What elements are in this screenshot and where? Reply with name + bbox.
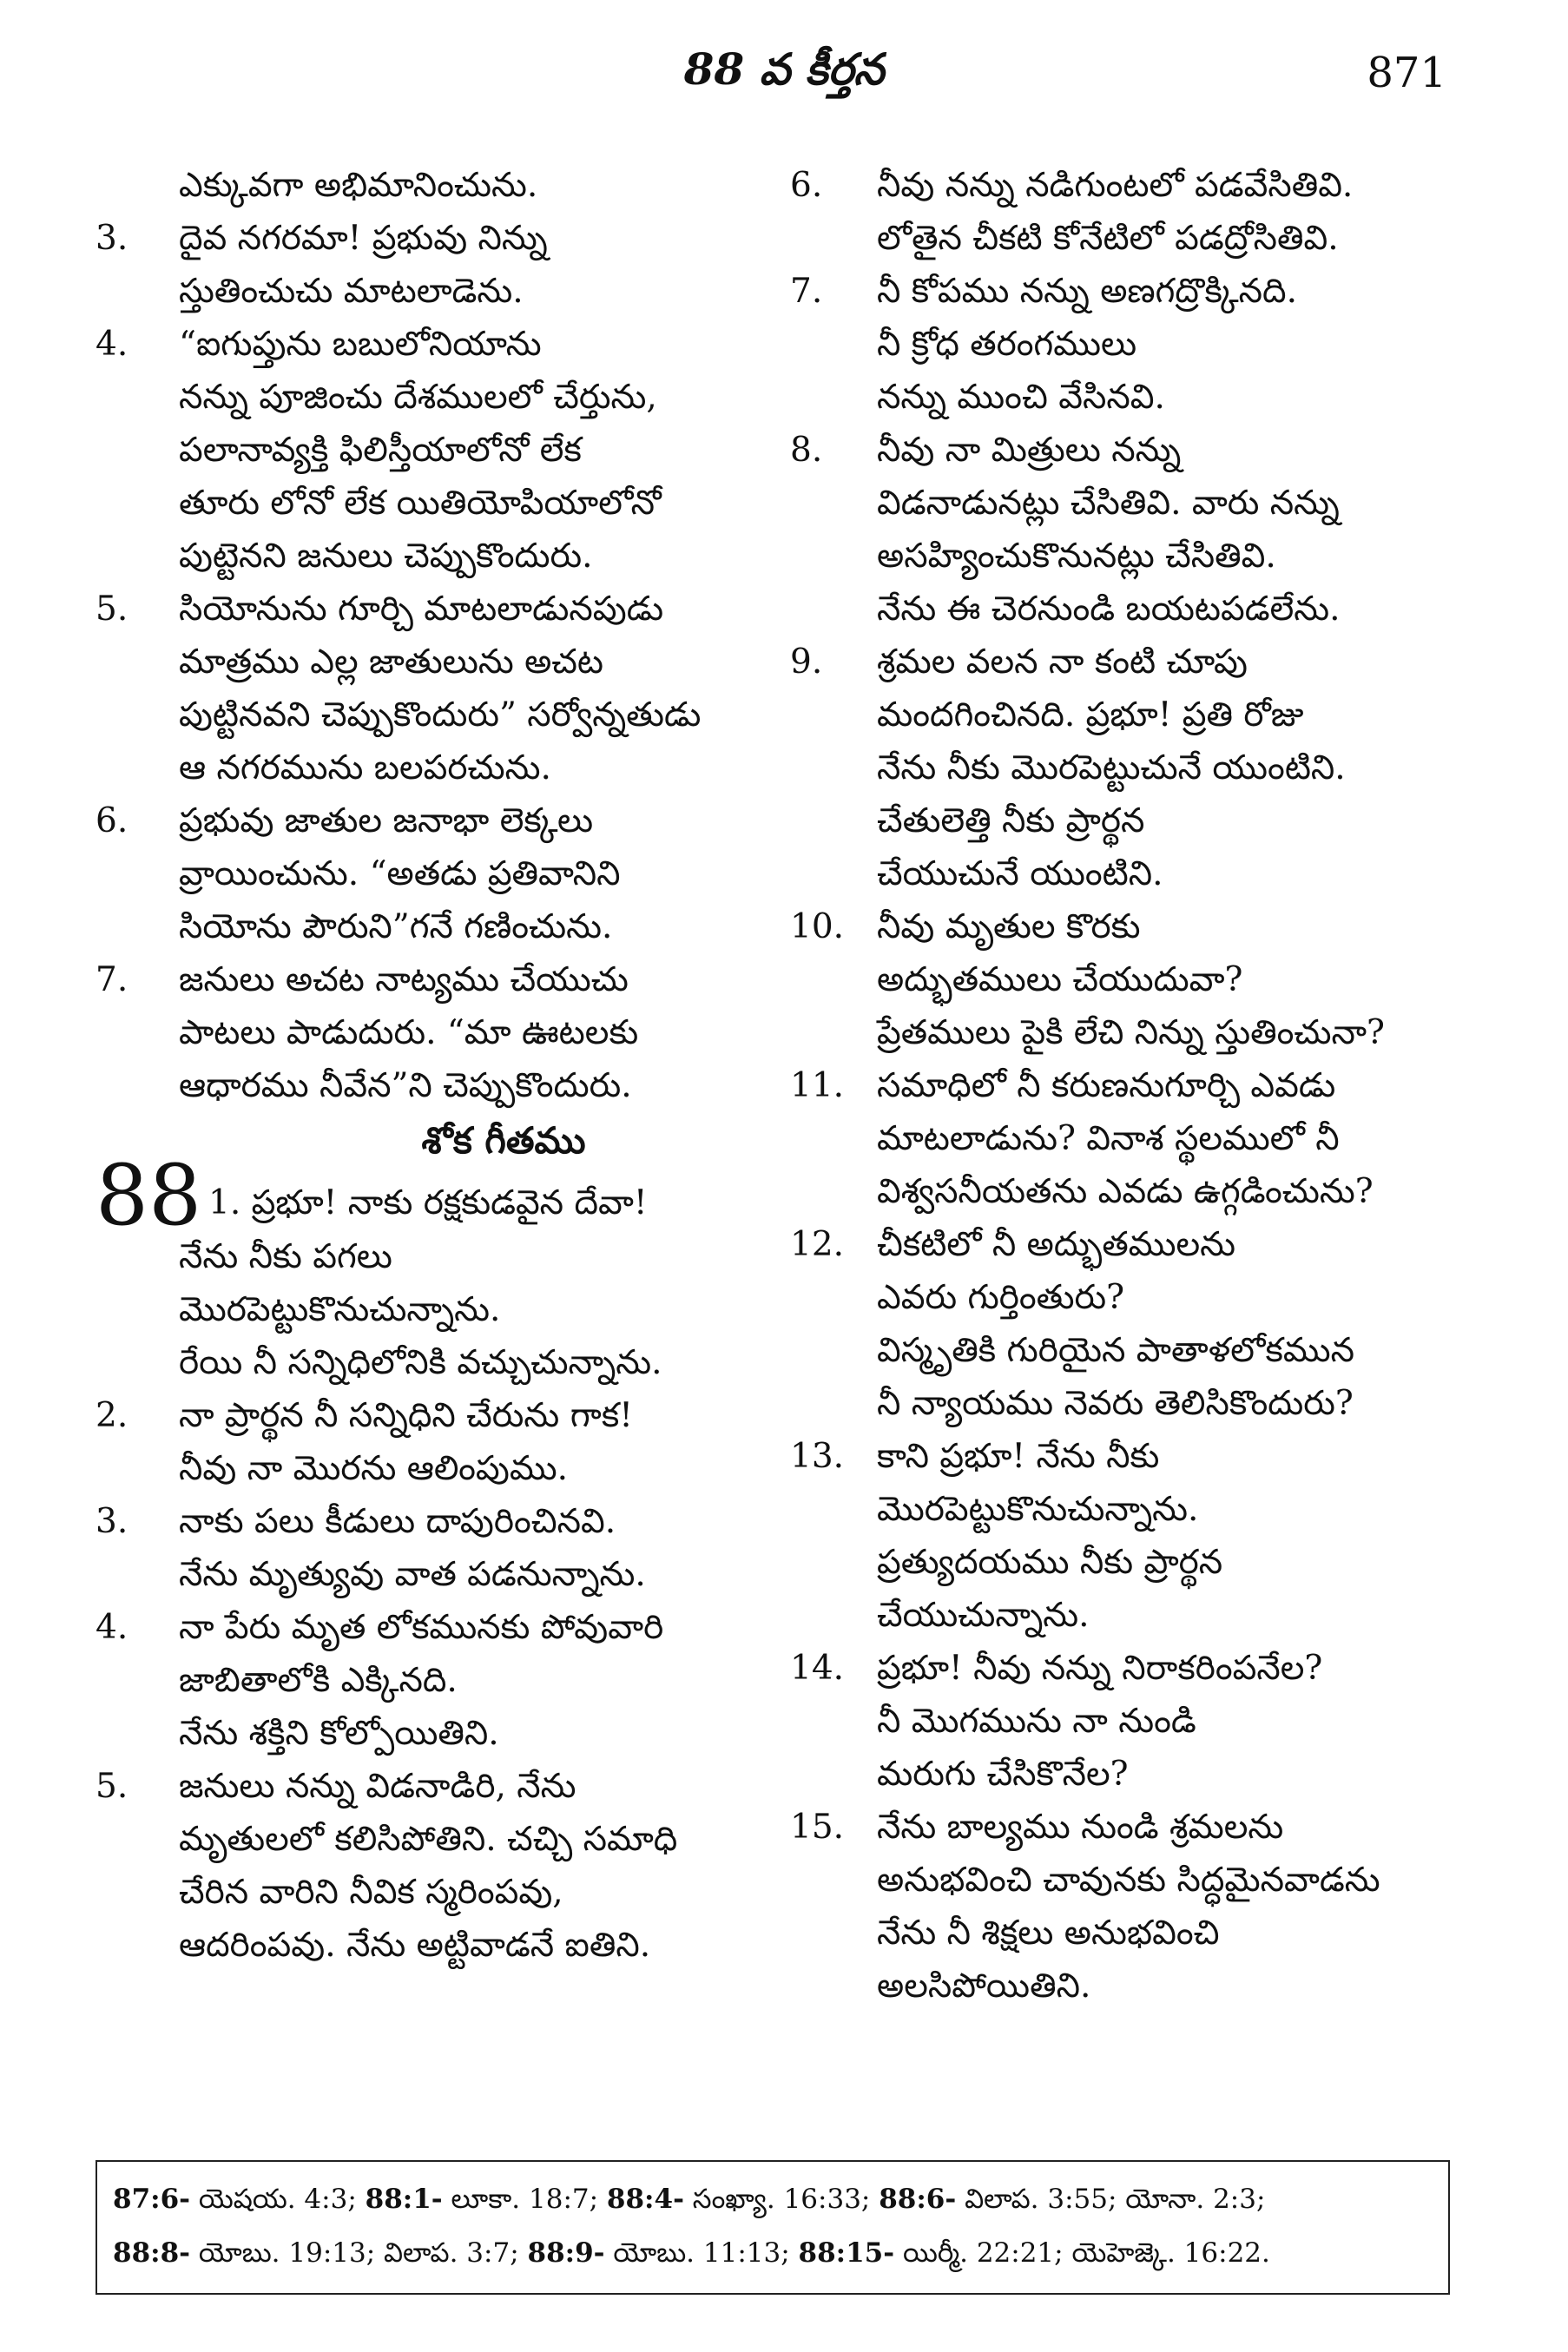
- verse-number: 7.: [96, 960, 128, 999]
- footnote-reference: 88:15-: [798, 2237, 895, 2269]
- verse-number: 5.: [96, 590, 128, 629]
- verse-text: మందగించినది. ప్రభూ! ప్రతి రోజు: [877, 695, 1304, 735]
- verse-text: ఆ నగరమును బలపరచును.: [179, 748, 551, 787]
- verse-line: [790, 1854, 1476, 1907]
- verse-number: 7.: [790, 272, 823, 311]
- footnote-text: లూకా. 18:7;: [442, 2184, 607, 2215]
- verse-line: [96, 794, 755, 847]
- verse-text: చేయుచున్నాను.: [877, 1596, 1090, 1635]
- verse-line: [96, 371, 755, 424]
- verse-text: ప్రత్యుదయము నీకు ప్రార్థన: [877, 1543, 1223, 1582]
- verse-text: శ్రమల వలన నా కంటి చూపు: [877, 642, 1248, 682]
- verse-text: సియోనును గూర్చి మాటలాడునపుడు: [179, 590, 664, 629]
- verse-line: [790, 583, 1476, 636]
- verse-line: [790, 1165, 1476, 1218]
- verse-line: [790, 1801, 1476, 1854]
- verse-line: [96, 1230, 755, 1283]
- verse-line: [790, 1642, 1476, 1695]
- footnote-reference: 88:9-: [527, 2237, 605, 2269]
- verse-line: [96, 1336, 755, 1389]
- verse-text: చేతులెత్తి నీకు ప్రార్థన: [877, 801, 1145, 840]
- verse-line: [96, 530, 755, 583]
- verse-line: [790, 1960, 1476, 2013]
- footnote-reference: 88:4-: [606, 2184, 684, 2215]
- verse-text: ప్రభూ! నీవు నన్ను నిరాకరింపనేల?: [877, 1649, 1323, 1688]
- verse-line: [790, 741, 1476, 794]
- verse-text: నీవు నన్ను నడిగుంటలో పడవేసితివి.: [877, 166, 1354, 205]
- section-title: శోక గీతము: [421, 1119, 586, 1162]
- verse-line: [790, 1430, 1476, 1483]
- verse-line: [96, 636, 755, 688]
- verse-text: చీకటిలో నీ అద్భుతములను: [877, 1225, 1235, 1264]
- verse-number: 9.: [790, 642, 823, 682]
- verse-text: పాటలు పాడుదురు. “మా ఊటలకు: [179, 1013, 639, 1052]
- verse-text: చేరిన వారిని నీవిక స్మరింపవు,: [179, 1873, 563, 1912]
- verse-line: [96, 1283, 755, 1336]
- verse-text: మరుగు చేసికొనేల?: [877, 1755, 1129, 1794]
- verse-line: [790, 1218, 1476, 1271]
- verse-line: [96, 1495, 755, 1548]
- verse-line: [96, 1654, 755, 1707]
- verse-line: [96, 477, 755, 530]
- verse-line: [790, 1059, 1476, 1112]
- verse-text: విశ్వసనీయతను ఎవడు ఉగ్గడించును?: [877, 1172, 1374, 1211]
- verse-number: 8.: [790, 431, 823, 470]
- verse-text: నా ప్రార్థన నీ సన్నిధిని చేరును గాక!: [179, 1396, 633, 1435]
- verse-line: [790, 318, 1476, 371]
- verse-text: పుట్టెనని జనులు చెప్పుకొందురు.: [179, 537, 593, 576]
- footnote-text: యోబు. 19:13; విలాప. 3:7;: [190, 2237, 528, 2269]
- verse-line: [96, 424, 755, 477]
- verse-text: కాని ప్రభూ! నేను నీకు: [877, 1437, 1160, 1476]
- verse-text: అలసిపోయితిని.: [877, 1967, 1091, 2006]
- verse-number: 3.: [96, 1502, 128, 1541]
- verse-line: [96, 1548, 755, 1601]
- verse-line: [790, 794, 1476, 847]
- verse-text: నీ మొగమును నా నుండి: [877, 1702, 1196, 1741]
- verse-line: [96, 212, 755, 265]
- verse-line: [96, 953, 755, 1006]
- verse-text: విడనాడునట్లు చేసితివి. వారు నన్ను: [877, 484, 1340, 523]
- verse-line: [96, 1813, 755, 1866]
- footnote-line: [113, 2172, 1433, 2226]
- verse-text: నేను నీకు పగలు: [179, 1237, 392, 1276]
- verse-text: నీ క్రోధ తరంగములు: [877, 325, 1137, 364]
- right-column: [790, 159, 1476, 2013]
- verse-text: మృతులలో కలిసిపోతిని. చచ్చి సమాధి: [179, 1820, 678, 1859]
- verse-text: నీవు నా మొరను ఆలింపుము.: [179, 1449, 569, 1488]
- verse-text: ఆధారము నీవేన”ని చెప్పుకొందురు.: [179, 1066, 632, 1105]
- verse-line: [790, 636, 1476, 688]
- verse-line: [96, 688, 755, 741]
- verse-number: 2.: [96, 1396, 128, 1435]
- footnote-reference: 88:8-: [113, 2237, 191, 2269]
- footnote-text: సంఖ్యా. 16:33;: [683, 2184, 880, 2215]
- verse-line: [790, 159, 1476, 212]
- verse-text: మాత్రము ఎల్ల జాతులును అచట: [179, 642, 604, 682]
- verse-number: 4.: [96, 325, 128, 364]
- verse-text: ఎవరు గుర్తింతురు?: [877, 1278, 1124, 1317]
- verse-line: [790, 371, 1476, 424]
- verse-text: తూరు లోనో లేక యితియోపియాలోనో: [179, 484, 662, 523]
- verse-line: [790, 1112, 1476, 1165]
- verse-number: 5.: [96, 1767, 128, 1806]
- verse-text: అసహ్యించుకొనునట్లు చేసితివి.: [877, 537, 1276, 576]
- verse-line: [96, 1442, 755, 1495]
- verse-line: [96, 159, 755, 212]
- verse-text: జాబితాలోకి ఎక్కినది.: [179, 1661, 458, 1700]
- verse-line: [790, 1324, 1476, 1377]
- verse-line: [790, 688, 1476, 741]
- verse-line: [790, 1377, 1476, 1430]
- verse-line: [790, 1589, 1476, 1642]
- verse-text: “ఐగుప్తును బబులోనియాను: [179, 325, 542, 364]
- verse-text: లోతైన చీకటి కోనేటిలో పడద్రోసితివి.: [877, 219, 1339, 258]
- page-title: 88 వ కీర్తన: [683, 43, 885, 95]
- verse-line: [790, 212, 1476, 265]
- footnote-reference: 87:6-: [113, 2184, 191, 2215]
- verse-text: సియోను పౌరుని”గనే గణించును.: [179, 907, 613, 946]
- verse-line: [790, 265, 1476, 318]
- verse-line: [96, 318, 755, 371]
- verse-text: జనులు నన్ను విడనాడిరి, నేను: [179, 1767, 576, 1806]
- verse-text: నేను బాల్యము నుండి శ్రమలను: [877, 1808, 1284, 1847]
- page-header: [0, 43, 1568, 113]
- footnote-text: విలాప. 3:55; యోనా. 2:3;: [956, 2184, 1266, 2215]
- verse-line: [96, 1601, 755, 1654]
- verse-line: [790, 847, 1476, 900]
- verse-text: చేయుచునే యుంటిని.: [877, 854, 1163, 893]
- verse-text: నన్ను ముంచి వేసినవి.: [877, 378, 1165, 417]
- verse-text: మొరపెట్టుకొనుచున్నాను.: [877, 1490, 1199, 1529]
- verse-line: [96, 1389, 755, 1442]
- footnote-line: [113, 2226, 1433, 2280]
- verse-text: అనుభవించి చావునకు సిద్ధమైనవాడను: [877, 1861, 1380, 1900]
- verse-text: నీ కోపము నన్ను అణగద్రొక్కినది.: [877, 272, 1297, 311]
- left-column: [96, 159, 755, 1972]
- footnote-text: యిర్మీ. 22:21; యెహెజ్కె. 16:22.: [894, 2237, 1270, 2269]
- verse-number: 14.: [790, 1649, 845, 1688]
- verse-text: వ్రాయించును. “అతడు ప్రతివానిని: [179, 854, 621, 893]
- verse-text: అద్భుతములు చేయుదువా?: [877, 960, 1243, 999]
- verse-number: 15.: [790, 1808, 845, 1847]
- verse-line: [790, 900, 1476, 953]
- verse-line: [790, 1536, 1476, 1589]
- verse-text: నేను మృత్యువు వాత పడనున్నాను.: [179, 1555, 646, 1594]
- verse-line: [790, 477, 1476, 530]
- verse-text: మాటలాడును? వినాశ స్థలములో నీ: [877, 1119, 1340, 1158]
- footnote-reference: 88:6-: [879, 2184, 957, 2215]
- verse-number: 6.: [96, 801, 128, 840]
- verse-text: స్తుతించుచు మాటలాడెను.: [179, 272, 524, 311]
- footnote-reference: 88:1-: [365, 2184, 443, 2215]
- verse-number: 6.: [790, 166, 823, 205]
- verse-text: మొరపెట్టుకొనుచున్నాను.: [179, 1290, 501, 1329]
- verse-number: 3.: [96, 219, 128, 258]
- verse-line: [96, 265, 755, 318]
- verse-line: [790, 1483, 1476, 1536]
- verse-line: [96, 900, 755, 953]
- verse-text: ప్రభువు జాతుల జనాభా లెక్కలు: [179, 801, 594, 840]
- verse-number: 4.: [96, 1608, 128, 1647]
- verse-line: [790, 1695, 1476, 1748]
- verse-line: [790, 1748, 1476, 1801]
- verse-line: [96, 1866, 755, 1919]
- verse-text: నీ న్యాయము నెవరు తెలిసికొందురు?: [877, 1384, 1354, 1423]
- verse-text: ప్రేతములు పైకి లేచి నిన్ను స్తుతించునా?: [877, 1013, 1385, 1052]
- verse-text: నీవు నా మిత్రులు నన్ను: [877, 431, 1182, 470]
- verse-text: ఎక్కువగా అభిమానించును.: [179, 166, 538, 205]
- verse-text: నేను నీకు మొరపెట్టుచునే యుంటిని.: [877, 748, 1346, 787]
- verse-number: 12.: [790, 1225, 845, 1264]
- verse-line: [96, 1760, 755, 1813]
- verse-text: రేయి నీ సన్నిధిలోనికి వచ్చుచున్నాను.: [179, 1343, 662, 1382]
- verse-text: దైవ నగరమా! ప్రభువు నిన్ను: [179, 219, 548, 258]
- footnote-box: [96, 2160, 1450, 2295]
- verse-text: విస్మృతికి గురియైన పాతాళలోకమున: [877, 1331, 1355, 1370]
- verse-text: సమాధిలో నీ కరుణనుగూర్చి ఎవడు: [877, 1066, 1336, 1105]
- verse-number: 10.: [790, 907, 845, 946]
- verse-text: జనులు అచట నాట్యము చేయుచు: [179, 960, 629, 999]
- verse-line: [790, 530, 1476, 583]
- verse-line: [96, 1707, 755, 1760]
- verse-line: [96, 583, 755, 636]
- verse-text: నా పేరు మృత లోకమునకు పోవువారి: [179, 1608, 664, 1647]
- verse-text: నీవు మృతుల కొరకు: [877, 907, 1141, 946]
- verse-line: [790, 953, 1476, 1006]
- verse-text: ఆదరింపవు. నేను అట్టివాడనే ఐతిని.: [179, 1926, 651, 1965]
- verse-text: నాకు పలు కీడులు దాపురించినవి.: [179, 1502, 616, 1541]
- verse-line: [96, 1006, 755, 1059]
- verse-text: పలానావ్యక్తి ఫిలిస్తీయాలోనో లేక: [179, 431, 582, 470]
- verse-text: నేను శక్తిని కోల్పోయితిని.: [179, 1714, 499, 1753]
- footnote-text: యోబు. 11:13;: [604, 2237, 799, 2269]
- psalm-number: 88: [96, 1147, 202, 1244]
- page-number: 871: [1367, 49, 1446, 97]
- verse-number: 11.: [790, 1066, 845, 1105]
- verse-line: [96, 1059, 755, 1112]
- verse-line: [790, 1271, 1476, 1324]
- verse-line: [790, 424, 1476, 477]
- verse-text: నన్ను పూజించు దేశములలో చేర్తును,: [179, 378, 657, 417]
- verse-number: 13.: [790, 1437, 845, 1476]
- psalm-start: [96, 1147, 755, 1244]
- verse-line: [96, 741, 755, 794]
- verse-text: నేను నీ శిక్షలు అనుభవించి: [877, 1914, 1220, 1953]
- verse-text: 1. ప్రభూ! నాకు రక్షకుడవైన దేవా!: [208, 1183, 648, 1222]
- verse-line: [96, 1919, 755, 1972]
- verse-line: [96, 847, 755, 900]
- verse-line: [790, 1006, 1476, 1059]
- footnote-text: యెషయ. 4:3;: [190, 2184, 366, 2215]
- verse-text: పుట్టినవని చెప్పుకొందురు” సర్వోన్నతుడు: [179, 695, 702, 735]
- verse-line: [790, 1907, 1476, 1960]
- verse-text: నేను ఈ చెరనుండి బయటపడలేను.: [877, 590, 1341, 629]
